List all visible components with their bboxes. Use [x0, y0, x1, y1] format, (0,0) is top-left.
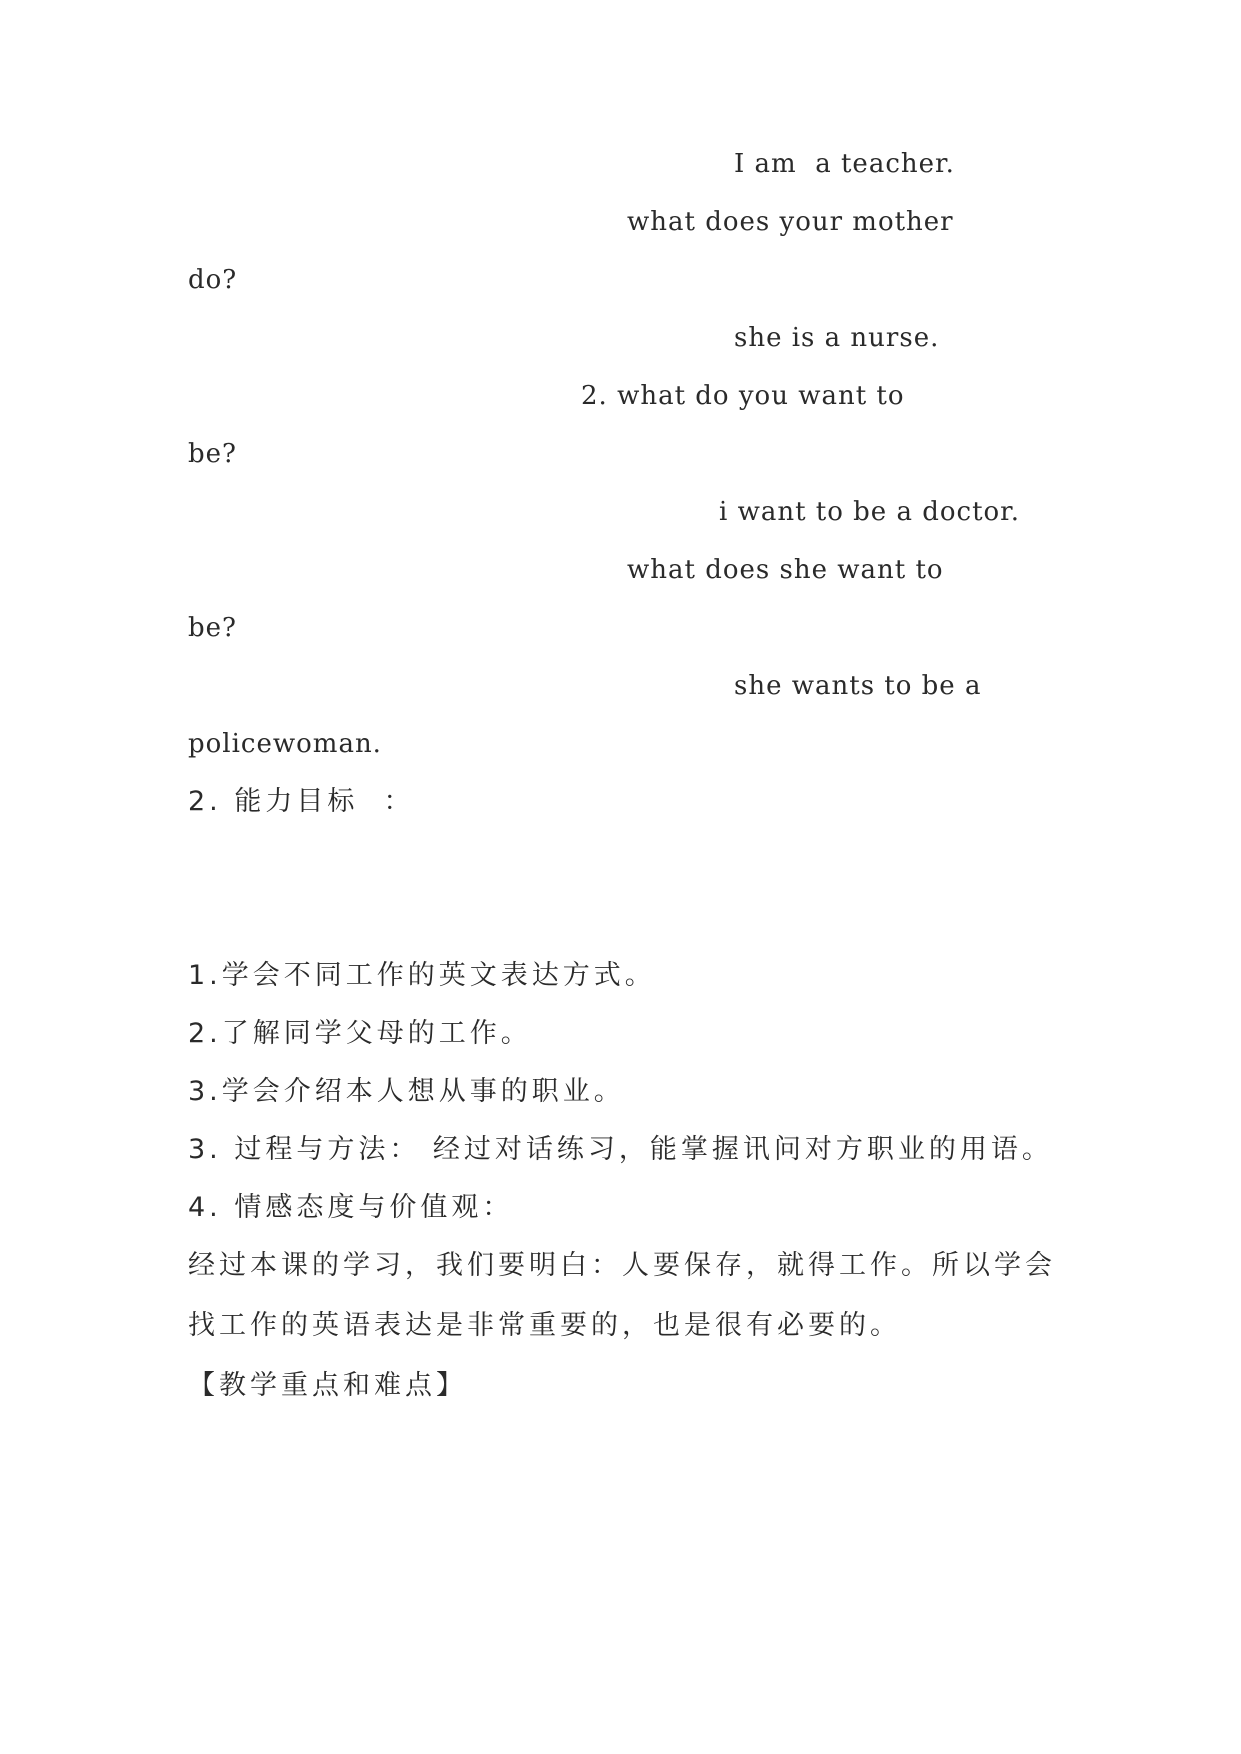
dialogue-line-10: she wants to be a	[734, 671, 982, 701]
dialogue-line-1: I am a teacher.	[734, 149, 955, 179]
ability-item-1: 1.学会不同工作的英文表达方式。	[188, 960, 656, 991]
dialogue-line-11: policewoman.	[188, 729, 382, 759]
dialogue-line-8: what does she want to	[627, 555, 944, 585]
dialogue-line-6: be?	[188, 439, 237, 469]
ability-item-3: 3.学会介绍本人想从事的职业。	[188, 1076, 625, 1107]
emotion-paragraph-line-1: 经过本课的学习，我们要明白：人要保存，就得工作。所以学会	[188, 1250, 1056, 1281]
dialogue-line-2: what does your mother	[627, 207, 954, 237]
ability-item-2: 2.了解同学父母的工作。	[188, 1018, 532, 1049]
emotion-paragraph-line-2: 找工作的英语表达是非常重要的，也是很有必要的。	[188, 1310, 901, 1341]
dialogue-line-3: do?	[188, 265, 238, 295]
section-title: 【教学重点和难点】	[188, 1370, 467, 1401]
dialogue-line-5: 2. what do you want to	[581, 381, 905, 411]
emotion-heading: 4. 情感态度与价值观：	[188, 1192, 514, 1223]
dialogue-line-7: i want to be a doctor.	[719, 497, 1021, 527]
dialogue-line-4: she is a nurse.	[734, 323, 940, 353]
process-method-text: 3. 过程与方法： 经过对话练习，能掌握讯问对方职业的用语。	[188, 1134, 1053, 1165]
ability-heading: 2. 能力目标 ：	[188, 786, 415, 817]
dialogue-line-9: be?	[188, 613, 237, 643]
